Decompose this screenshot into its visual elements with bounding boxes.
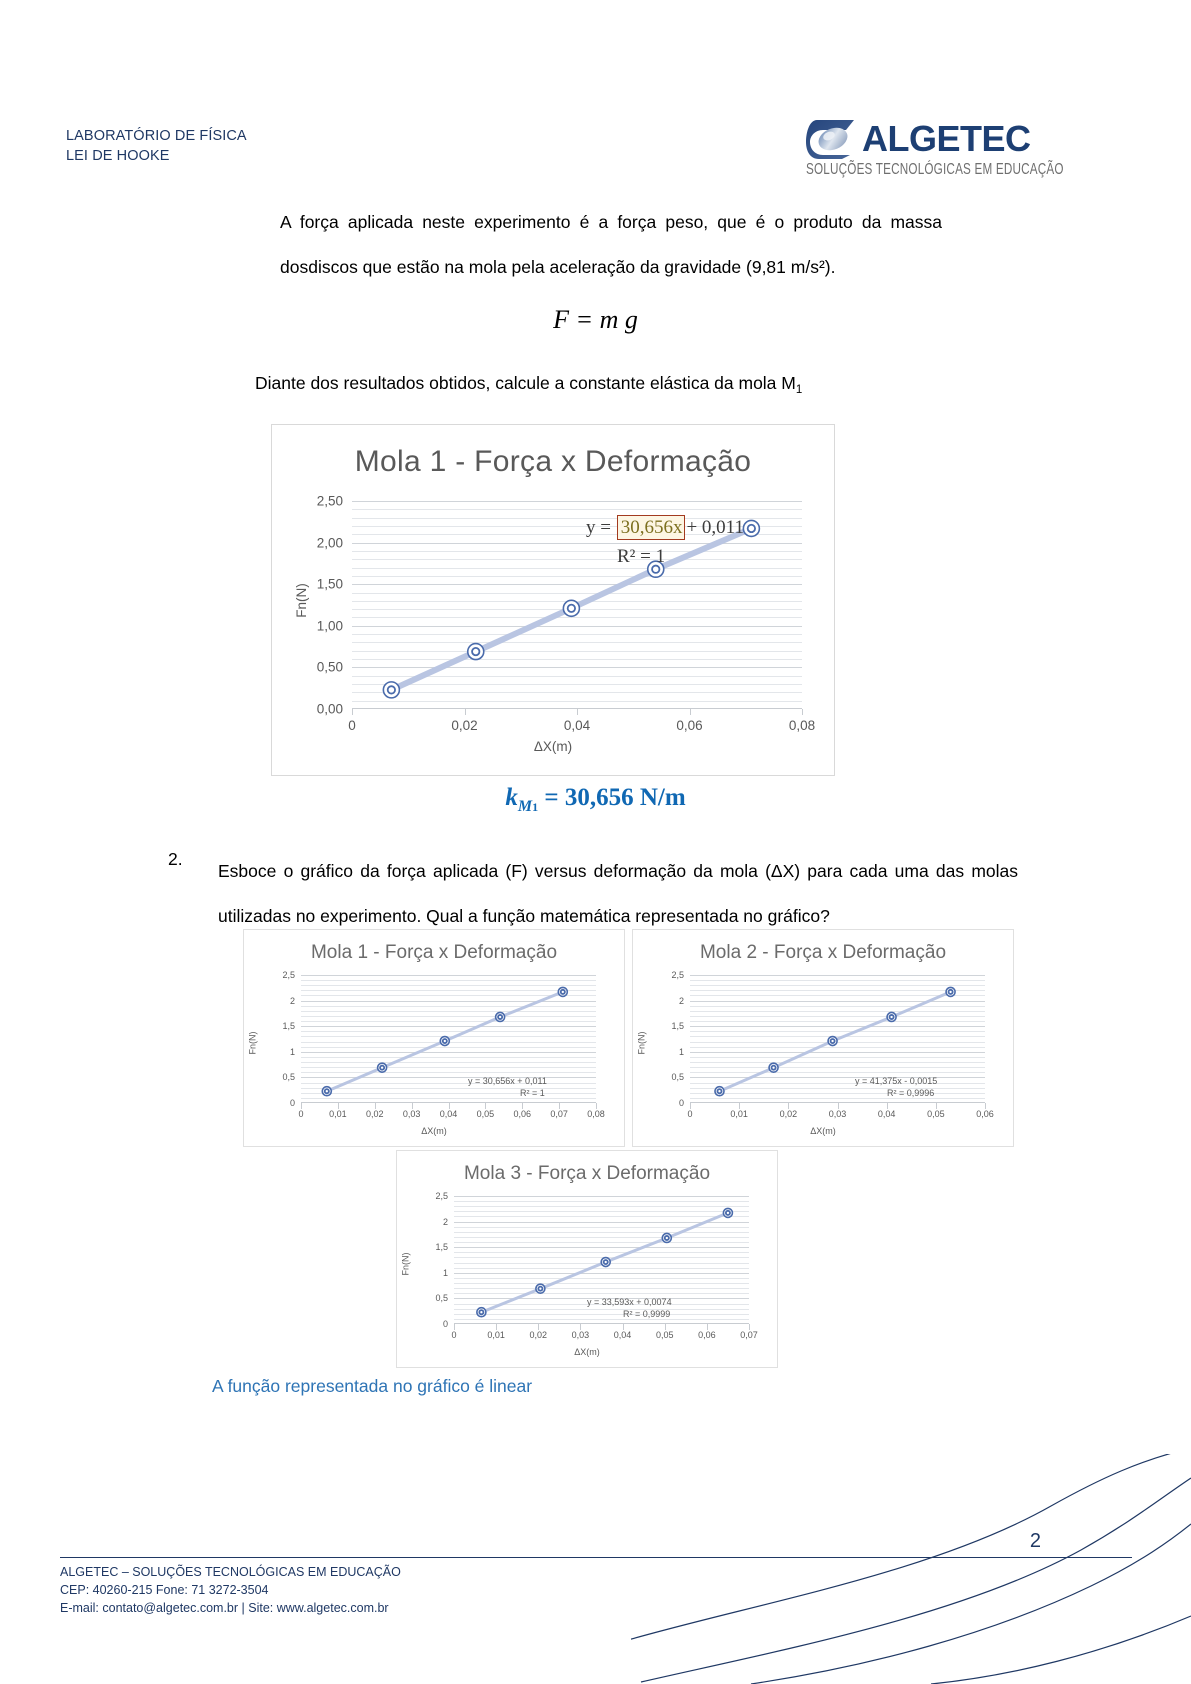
x-axis-tick-label: 0	[687, 1109, 693, 1119]
x-axis-tick-label: 0,05	[476, 1109, 495, 1119]
algetec-globe-icon	[806, 118, 858, 160]
x-axis-title: ΔX(m)	[574, 1347, 600, 1357]
x-axis-tick-label: 0,05	[655, 1330, 674, 1340]
y-axis-tick-label: 1,5	[282, 1021, 295, 1032]
page-number: 2	[1029, 1530, 1041, 1552]
r-squared-label: R² = 1	[617, 546, 666, 567]
y-axis-tick-label: 1,5	[435, 1242, 448, 1253]
y-axis-tick-label: 0	[442, 1319, 448, 1329]
x-axis-tick	[690, 709, 691, 715]
y-axis-title: Fn(N)	[293, 583, 309, 618]
x-axis-tick-label: 0,03	[571, 1330, 590, 1340]
x-axis-tick-label: 0,02	[529, 1330, 548, 1340]
y-axis-title: Fn(N)	[400, 1252, 411, 1276]
x-axis-tick-label: 0,02	[365, 1109, 384, 1119]
x-axis-tick	[352, 709, 353, 715]
y-axis-tick-label: 0	[678, 1098, 684, 1108]
x-axis-tick-label: 0,07	[740, 1330, 758, 1340]
x-axis-tick-label: 0	[298, 1109, 304, 1119]
x-axis-tick-label: 0,08	[788, 718, 816, 733]
footer-line-3: E-mail: contato@algetec.com.br | Site: www.algetec.com.br	[60, 1601, 389, 1615]
k-result-line	[0, 784, 1191, 816]
x-axis-tick-label: 0,06	[676, 718, 703, 733]
x-axis-title: ΔX(m)	[810, 1126, 836, 1136]
equation-suffix: + 0,011	[686, 517, 744, 538]
calc-instruction	[255, 368, 945, 401]
plot-area	[282, 970, 605, 1119]
footer-decorative-swoosh	[631, 1454, 1191, 1684]
algetec-tagline: SOLUÇÕES TECNOLÓGICAS EM EDUCAÇÃO	[806, 160, 1064, 178]
chart-title: Mola 1 - Força x Deformação	[310, 942, 558, 963]
x-axis-tick-label: 0,06	[698, 1330, 716, 1340]
y-axis-tick-label: 1	[289, 1046, 295, 1057]
x-axis-tick-label: 0,06	[513, 1109, 532, 1119]
intro-paragraph: A força aplicada neste experimento é a força peso, que é o produto da massa dosdiscos que estão na mola pela aceleração da gravidade (9,81 m/s²).	[280, 212, 942, 277]
data-series	[690, 975, 985, 1103]
x-axis-tick-label: 0,04	[563, 718, 591, 733]
x-axis-tick	[577, 709, 578, 715]
x-axis-tick	[465, 709, 466, 715]
header-line-1: LABORATÓRIO DE FÍSICA	[66, 128, 247, 144]
page-header	[0, 120, 1191, 190]
r-squared-label: R² = 0,9999	[623, 1309, 671, 1319]
trendline-equation: y = 41,375x - 0,0015	[855, 1076, 938, 1086]
algetec-logo	[806, 118, 1064, 180]
question2-text: Esboce o gráfico da força aplicada (F) versus deformação da mola (ΔX) para cada uma das molas utilizadas no experimento. Qual a função matemática representada no gráfico?	[218, 861, 1018, 926]
k-subscript-1: 1	[532, 800, 539, 814]
footer-line-2: CEP: 40260-215 Fone: 71 3272-3504	[60, 1583, 269, 1597]
chart-title: Mola 1 - Força x Deformação	[354, 445, 752, 478]
y-axis-title: Fn(N)	[636, 1031, 647, 1055]
calc-instruction-text: Diante dos resultados obtidos, calcule a constante elástica da mola M	[255, 373, 796, 393]
x-axis-tick-label: 0,03	[402, 1109, 421, 1119]
y-axis-tick-label: 2	[678, 995, 684, 1006]
footer-line-1: ALGETEC – SOLUÇÕES TECNOLÓGICAS EM EDUCAÇÃO	[60, 1565, 401, 1579]
x-axis-tick-label: 0,01	[730, 1109, 748, 1119]
y-axis-tick-label: 2,5	[435, 1191, 448, 1201]
footer-contact-block	[60, 1563, 401, 1617]
x-axis-tick	[802, 709, 803, 715]
y-axis-tick-label: 2	[289, 995, 295, 1006]
y-axis-tick-label: 0,5	[671, 1072, 684, 1083]
x-axis-tick-label: 0	[348, 718, 356, 733]
x-axis-tick-label: 0,04	[439, 1109, 458, 1119]
y-axis-tick-label: 0	[289, 1098, 295, 1108]
x-axis-tick-label: 0,07	[550, 1109, 568, 1119]
trendline-equation	[586, 517, 744, 539]
chart-title: Mola 3 - Força x Deformação	[463, 1163, 711, 1184]
x-axis-tick-label: 0,05	[927, 1109, 945, 1119]
y-axis-tick-label: 0,00	[316, 701, 343, 717]
y-axis-tick-label: 1	[678, 1046, 684, 1057]
k-subscript-m: M	[517, 798, 533, 815]
x-axis-tick-label: 0,03	[828, 1109, 847, 1119]
y-axis-tick-label: 1,50	[316, 576, 343, 592]
chart-mola3-small	[396, 1150, 778, 1368]
calc-instruction-subscript: 1	[795, 384, 803, 396]
y-axis-tick-label: 1	[442, 1267, 448, 1278]
header-line-2: LEI DE HOOKE	[66, 148, 170, 164]
y-axis-tick-label: 1,00	[316, 618, 343, 634]
equation-prefix: y =	[586, 517, 616, 538]
y-axis-tick-label: 2	[442, 1216, 448, 1227]
y-axis-tick-label: 1,5	[671, 1021, 684, 1032]
x-axis-tick-label: 0	[451, 1330, 457, 1340]
trendline-equation: y = 33,593x + 0,0074	[587, 1297, 672, 1307]
k-symbol: k	[505, 784, 518, 811]
x-axis-title: ΔX(m)	[533, 739, 573, 754]
y-axis-tick-label: 2,50	[316, 493, 343, 509]
x-axis-tick-label: 0,01	[329, 1109, 347, 1119]
y-axis-tick-label: 0,50	[316, 659, 343, 675]
data-series	[301, 975, 596, 1103]
x-axis-tick-label: 0,01	[487, 1330, 505, 1340]
y-axis-tick-label: 0,5	[282, 1072, 295, 1083]
x-axis-tick-label: 0,08	[587, 1109, 605, 1119]
x-axis-tick-label: 0,06	[976, 1109, 994, 1119]
chart-mola2-small	[632, 929, 1014, 1147]
force-formula: F = m g	[553, 305, 638, 334]
equation-slope-highlight: 30,656x	[617, 515, 686, 540]
y-axis-title: Fn(N)	[247, 1031, 258, 1055]
y-axis-tick-label: 2,5	[282, 970, 295, 980]
algetec-wordmark: ALGETEC	[862, 118, 1031, 159]
footer-divider	[60, 1557, 1132, 1558]
r-squared-label: R² = 0,9996	[887, 1088, 935, 1098]
answer-text: A função representada no gráfico é linear	[212, 1376, 533, 1396]
chart-mola1-small	[243, 929, 625, 1147]
x-axis-title: ΔX(m)	[421, 1126, 447, 1136]
x-axis-tick-label: 0,04	[877, 1109, 896, 1119]
y-axis-tick-label: 2,5	[671, 970, 684, 980]
chart-mola1-large	[271, 424, 835, 776]
y-axis-tick-label: 0,5	[435, 1293, 448, 1304]
trendline-equation: y = 30,656x + 0,011	[468, 1076, 547, 1086]
question2-number: 2.	[168, 849, 183, 869]
y-axis-tick-label: 2,00	[316, 535, 343, 551]
document-header-title	[66, 126, 247, 166]
k-value: = 30,656 N/m	[544, 784, 686, 811]
chart-title: Mola 2 - Força x Deformação	[699, 942, 947, 963]
x-axis-tick-label: 0,02	[451, 718, 478, 733]
plot-area	[671, 970, 994, 1119]
x-axis-tick-label: 0,02	[779, 1109, 798, 1119]
x-axis-tick-label: 0,04	[613, 1330, 632, 1340]
r-squared-label: R² = 1	[520, 1088, 545, 1098]
